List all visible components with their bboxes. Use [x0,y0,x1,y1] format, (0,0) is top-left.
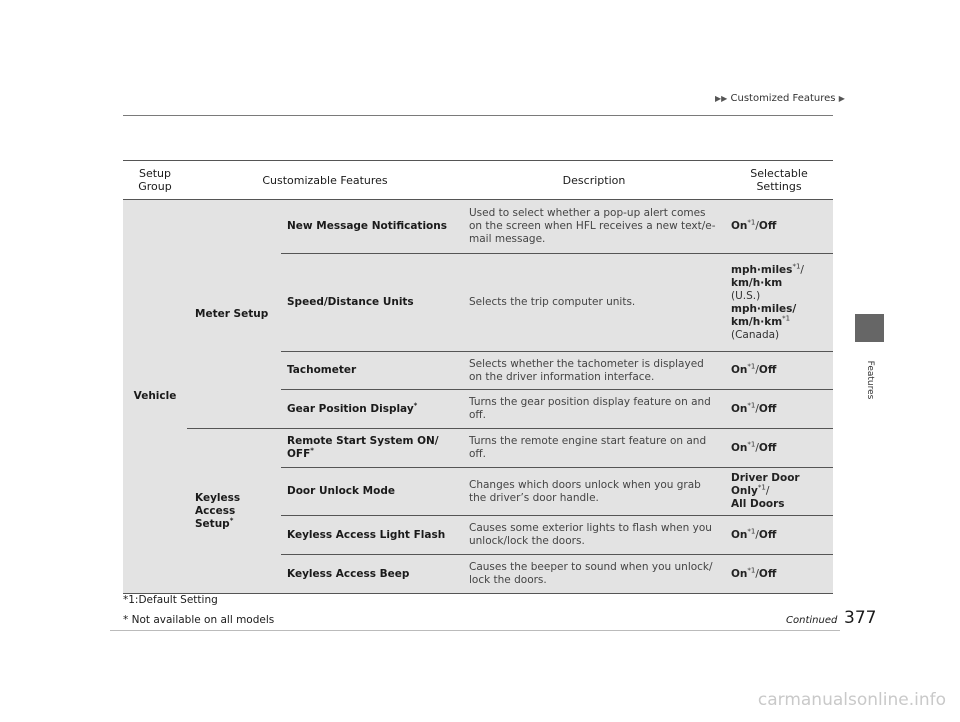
feature-description: Turns the gear position display feature on and off. [463,390,725,429]
chevron-right-icon: ▶▶ [715,94,728,103]
running-header [715,93,845,104]
continued-label: Continued [786,615,838,626]
page-number: 377 [844,608,877,628]
feature-settings: mph·miles$^{*1}$/ km/h·km (U.S.) mph·miles/ $km/h\cdot km^{*1}$ (Canada) [725,254,833,352]
header-rule [123,115,833,116]
col-description: Description [463,161,725,200]
col-selectable-settings: Selectable Settings [725,161,833,200]
header-section: Customized Features [730,93,836,104]
feature-name: Tachometer [281,352,463,390]
setup-group-vehicle: Vehicle [123,200,187,594]
watermark: carmanualsonline.info [757,690,946,710]
customizable-features-table [123,160,833,594]
feature-settings: On$^{*1}$/Off [725,352,833,390]
feature-settings: On$^{*1}$/Off [725,516,833,555]
feature-description: Turns the remote engine start feature on and off. [463,429,725,468]
not-available-note: * Not available on all models [123,614,275,626]
table-header-row [123,161,833,200]
feature-description: Changes which doors unlock when you grab the driver’s door handle. [463,468,725,516]
feature-description: Selects the trip computer units. [463,254,725,352]
feature-description: Selects whether the tachometer is displayed on the driver information interface. [463,352,725,390]
feature-description: Used to select whether a pop-up alert comes on the screen when HFL receives a new text/e-mail message. [463,200,725,254]
default-setting-footnote: *1:Default Setting [123,594,218,606]
subgroup-meter-setup: Meter Setup [187,200,281,429]
feature-name: Keyless Access Light Flash [281,516,463,555]
feature-description: Causes the beeper to sound when you unlock/ lock the doors. [463,555,725,594]
col-customizable-features: Customizable Features [187,161,463,200]
feature-name: New Message Notifications [281,200,463,254]
section-tab [855,314,884,342]
footer-rule [110,630,840,631]
feature-description: Causes some exterior lights to flash when you unlock/lock the doors. [463,516,725,555]
chevron-right-icon: ▶ [838,94,845,103]
feature-settings: On$^{*1}$/Off [725,390,833,429]
side-section-label: Features [864,360,875,400]
feature-settings: On$^{*1}$/Off [725,200,833,254]
table-row [123,429,833,468]
table-row [123,200,833,254]
feature-name: Remote Start System ON/ OFF* [281,429,463,468]
feature-settings: Driver Door Only$^{*1}$/ All Doors [725,468,833,516]
col-setup-group: Setup Group [123,161,187,200]
feature-name: Keyless Access Beep [281,555,463,594]
feature-name: Door Unlock Mode [281,468,463,516]
feature-settings: On$^{*1}$/Off [725,555,833,594]
subgroup-keyless-access-setup: Keyless Access Setup* [187,429,281,594]
feature-name: Speed/Distance Units [281,254,463,352]
feature-name: Gear Position Display* [281,390,463,429]
feature-settings: On$^{*1}$/Off [725,429,833,468]
